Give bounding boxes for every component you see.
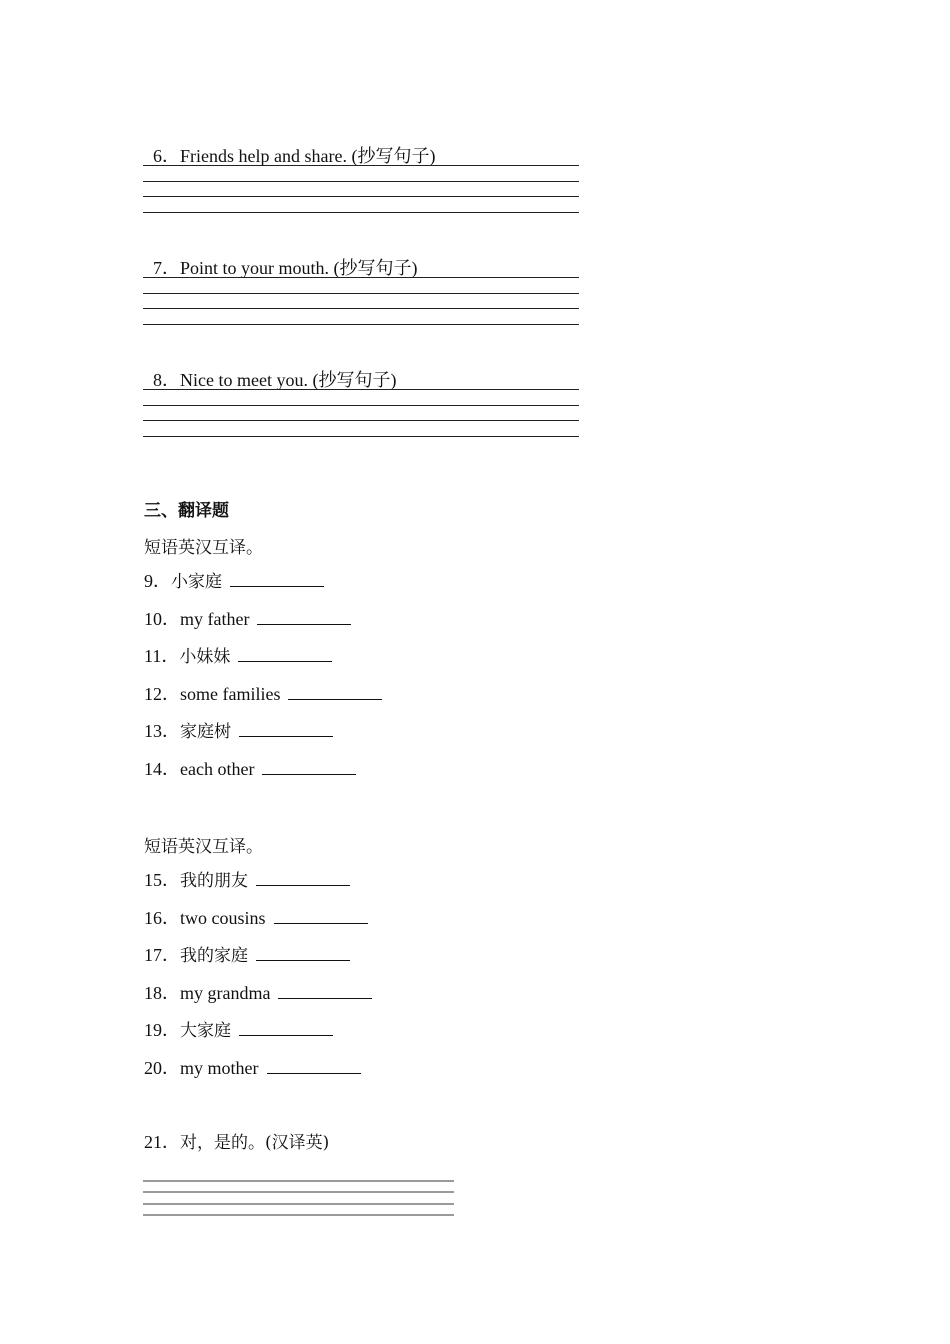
writing-line [143, 436, 579, 437]
answer-blank[interactable] [267, 1057, 361, 1074]
question-text: 大家庭 [180, 1021, 231, 1041]
writing-line [143, 389, 579, 390]
instruction: 短语英汉互译。 [144, 538, 263, 558]
question-11 [144, 645, 332, 668]
question-number: 21． [144, 1132, 180, 1152]
question-text: my grandma [180, 983, 271, 1003]
instruction: 短语英汉互译。 [144, 837, 263, 857]
question-text: my mother [180, 1058, 259, 1078]
question-number: 7． [153, 258, 180, 278]
question-text: some families [180, 684, 281, 704]
question-text: Friends help and share. (抄写句子) [180, 146, 436, 166]
question-number: 11． [144, 646, 180, 666]
writing-line [143, 165, 579, 166]
question-text: 家庭树 [180, 722, 231, 742]
writing-line [143, 1214, 454, 1216]
answer-blank[interactable] [238, 645, 332, 662]
question-7 [144, 235, 418, 279]
answer-blank[interactable] [288, 683, 382, 700]
question-number: 9． [144, 571, 171, 591]
question-16 [144, 907, 368, 929]
writing-line [143, 324, 579, 325]
question-number: 8． [153, 370, 180, 390]
writing-line [143, 277, 579, 278]
writing-line [143, 1203, 454, 1205]
question-text: 我的朋友 [180, 871, 248, 891]
answer-blank[interactable] [256, 944, 350, 961]
answer-blank[interactable] [278, 982, 372, 999]
answer-blank[interactable] [239, 720, 333, 737]
question-number: 12． [144, 684, 180, 704]
question-12 [144, 683, 382, 705]
writing-line [143, 1191, 454, 1193]
question-text: 对，是的。(汉译英) [180, 1133, 330, 1153]
question-9 [144, 570, 324, 593]
writing-line [143, 181, 579, 182]
question-10 [144, 608, 351, 630]
question-text: each other [180, 759, 255, 779]
question-17 [144, 944, 350, 967]
section-title: 三、翻译题 [144, 501, 229, 521]
question-text: 我的家庭 [180, 946, 248, 966]
question-text: two cousins [180, 908, 266, 928]
question-text: 小家庭 [171, 572, 222, 592]
writing-line [143, 1180, 454, 1182]
question-number: 17． [144, 945, 180, 965]
question-21 [144, 1131, 329, 1154]
question-13 [144, 720, 333, 743]
question-14 [144, 758, 356, 780]
question-19 [144, 1019, 333, 1042]
answer-blank[interactable] [257, 608, 351, 625]
question-text: Point to your mouth. (抄写句子) [180, 258, 418, 278]
answer-blank[interactable] [274, 907, 368, 924]
question-number: 10． [144, 609, 180, 629]
question-18 [144, 982, 372, 1004]
writing-line [143, 405, 579, 406]
question-text: my father [180, 609, 250, 629]
question-8 [144, 347, 396, 391]
writing-line [143, 308, 579, 309]
question-number: 15． [144, 870, 180, 890]
question-20 [144, 1057, 361, 1079]
question-number: 14． [144, 759, 180, 779]
question-text: 小妹妹 [179, 647, 231, 667]
question-number: 6． [153, 146, 180, 166]
answer-blank[interactable] [262, 758, 356, 775]
writing-line [143, 293, 579, 294]
writing-line [143, 196, 579, 197]
question-number: 18． [144, 983, 180, 1003]
question-number: 20． [144, 1058, 180, 1078]
writing-line [143, 212, 579, 213]
question-number: 19． [144, 1020, 180, 1040]
answer-blank[interactable] [239, 1019, 333, 1036]
answer-blank[interactable] [256, 869, 350, 886]
question-15 [144, 869, 350, 892]
question-6 [144, 123, 435, 167]
question-text: Nice to meet you. (抄写句子) [180, 370, 397, 390]
question-number: 16． [144, 908, 180, 928]
question-number: 13． [144, 721, 180, 741]
answer-blank[interactable] [230, 570, 324, 587]
writing-line [143, 420, 579, 421]
